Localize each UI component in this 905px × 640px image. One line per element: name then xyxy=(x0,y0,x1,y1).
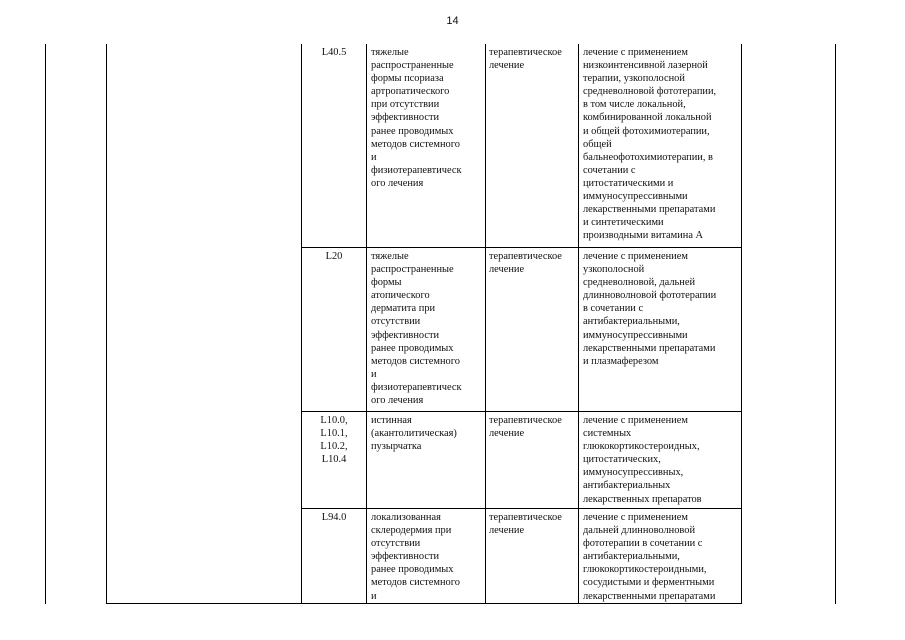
diagnosis-cell: тяжелые распространенные формы псориаза артропатического при отсутствии эффективности ранее проводимых методов системного и физиотерапевтическ ого лечения xyxy=(371,47,462,189)
table-border-right xyxy=(835,44,836,604)
table-column-divider xyxy=(485,44,486,604)
table-column-divider xyxy=(366,44,367,604)
code-cell: L94.0 xyxy=(321,512,347,523)
treatment-type-cell: терапевтическое лечение xyxy=(489,251,562,276)
code-cell: L40.5 xyxy=(321,47,347,58)
row-divider xyxy=(301,411,742,412)
table-border-left xyxy=(45,44,46,604)
row-divider xyxy=(301,247,742,248)
method-cell: лечение с применением низкоинтенсивной лазерной терапии, узкополосной средневолновой фототерапии, в том числе локальной, комбинированной локальной и общей фотохимиотерапии, общей бальнеофотохимиотерапии, в сочетании с цитостатическими и иммуносупрессивными лекарственными препаратами и синтетическими производными витамина А xyxy=(583,47,717,242)
method-cell: лечение с применением узкополосной средневолновой, дальней длинноволновой фототерапии в сочетании с антибактериальными, иммуносупрессивными лекарственными препаратами и плазмаферезом xyxy=(583,251,717,367)
table-column-divider xyxy=(106,44,107,604)
diagnosis-cell: тяжелые распространенные формы атопического дерматита при отсутствии эффективности ранее проводимых методов системного и физиотерапевтическ ого лечения xyxy=(371,251,462,407)
page-number: 14 xyxy=(446,15,459,27)
treatment-type-cell: терапевтическое лечение xyxy=(489,415,562,440)
treatment-type-cell: терапевтическое лечение xyxy=(489,512,562,537)
table-bottom-border xyxy=(106,603,742,604)
code-cell: L20 xyxy=(325,251,343,262)
table-column-divider xyxy=(578,44,579,604)
diagnosis-cell: истинная (акантолитическая) пузырчатка xyxy=(371,415,457,453)
treatment-type-cell: терапевтическое лечение xyxy=(489,47,562,72)
diagnosis-cell: локализованная склеродермия при отсутствии эффективности ранее проводимых методов системного и xyxy=(371,512,460,602)
code-cell: L10.0, L10.1, L10.2, L10.4 xyxy=(320,415,348,466)
table-column-divider xyxy=(741,44,742,604)
row-divider xyxy=(301,508,742,509)
method-cell: лечение с применением системных глюкокортикостероидных, цитостатических, иммуносупрессивных, антибактериальных лекарственных препаратов xyxy=(583,415,702,505)
method-cell: лечение с применением дальней длинноволновой фототерапии в сочетании с антибактериальными, глюкокортикостероидными, сосудистыми и ферментными лекарственными препаратами xyxy=(583,512,716,602)
